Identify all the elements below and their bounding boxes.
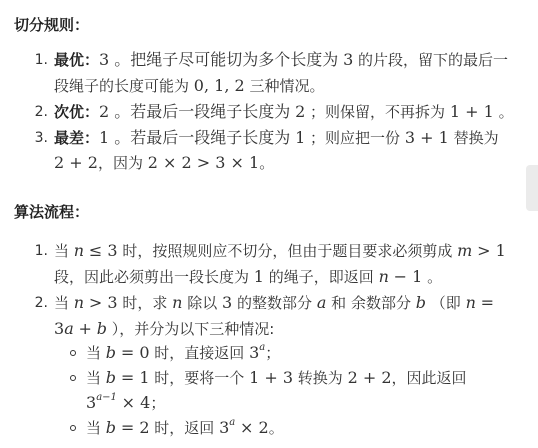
section-title-rules: 切分规则： (14, 16, 90, 34)
bullet-icon (70, 350, 76, 356)
list-number: 2. (34, 295, 48, 311)
list-number: 1. (34, 243, 48, 259)
list-number: 1. (34, 52, 48, 68)
side-panel-handle[interactable] (526, 165, 538, 211)
rule-label: 最优： (54, 51, 100, 69)
list-number: 3. (34, 130, 48, 146)
section-title-algorithm: 算法流程： (14, 203, 90, 221)
bullet-icon (70, 425, 76, 431)
list-number: 2. (34, 104, 48, 120)
highlight-remainder-part: 余数部分 (350, 294, 411, 312)
document: 切分规则： 1. 最优：3 。把绳子尽可能切为多个长度为 3 的片段，留下的最后一 段绳子的长度可能为 0, 1, 2 三种情况。 2. 次优：2 。若最后一段绳子长度为 2 ；则保留，不再拆为 1 + 1 。 3. 最差：1 。若最后一段绳子长度为 1 ；则应把一份 3 + 1 替换为 2 + 2，因为 2 × 2 > 3 × 1。 算法流程： 1. 当 n ≤ 3 时，按照规则应不切分，但由于题目要求必须剪成 m > 1 段，因此必须剪出一段长度为 1 的绳子，即返回 n − 1 。 2. 当 n > 3 时，求 n 除以 3 的整数部分 a 和 余数部分 b （即 n = 3a + b ），并分为以下三种情况: 当 b = 0 时，直接返回 3$^a$； 当 b = 1 时，要将一个 1 + 3 转换为 2 + 2，因此返回 $3^{a-1} \times 4$； 当 b = 2 时，返回 3$^a$ × 2。 (0, 0, 538, 448)
rule-label: 最差： (54, 129, 100, 147)
highlight-integer-part: 整数部分 (252, 294, 313, 312)
rule-label: 次优： (54, 103, 100, 121)
bullet-icon (70, 375, 76, 381)
